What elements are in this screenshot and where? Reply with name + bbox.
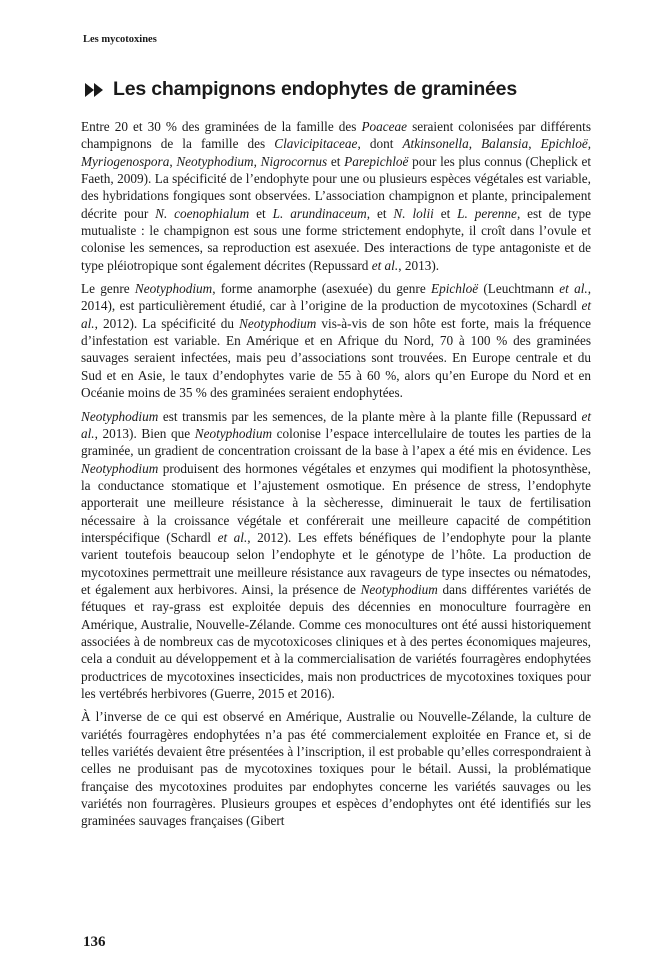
text-run: et xyxy=(249,205,273,221)
text-run: , xyxy=(169,153,177,169)
text-run: , est de type mutualiste : le champignon est sous une forme strictement endophyte, il croît dans l’ovule et colonise les semences, sa reproduction est asexuée. Des interactions de type antagoniste et de type pléiotropique sont également décrites (Repussard xyxy=(81,205,591,273)
text-run: seraient colonisées par différents champignons de la famille des xyxy=(81,119,591,152)
italic-text: Balansia xyxy=(481,136,529,152)
italic-text: Neotyphodium xyxy=(81,460,159,476)
section-heading xyxy=(83,78,517,101)
text-run: , 2013). xyxy=(398,257,440,273)
italic-text: L. perenne xyxy=(457,205,517,221)
italic-text: Poaceae xyxy=(361,119,408,134)
italic-text: et al. xyxy=(559,281,588,297)
text-run: , et xyxy=(366,205,394,221)
italic-text: Neotyphodium xyxy=(194,425,273,441)
text-run: , xyxy=(253,153,261,169)
text-run: pour les plus connus (Cheplick et Faeth, 2009). La spécificité de l’endophyte pour une ou plusieurs espèces végétales est variable, des hybridations fongiques sont observées. L’association champignon et plante, principalement décrite pour xyxy=(81,153,592,221)
text-run: (Leuchtmann xyxy=(478,281,560,297)
paragraph xyxy=(81,708,591,829)
text-run: , dont xyxy=(357,136,403,152)
italic-text: et al. xyxy=(81,408,591,441)
text-run: , 2012). La spécificité du xyxy=(94,315,240,331)
italic-text: Neotyphodium xyxy=(81,408,159,424)
paragraph xyxy=(81,408,591,703)
paragraph xyxy=(81,280,591,401)
italic-text: L. arundinaceum xyxy=(272,205,367,221)
text-run: colonise l’espace intercellulaire de toutes les parties de la graminée, un gradient de concentration croissant de la base à l’apex a été mis en évidence. Les xyxy=(81,425,591,459)
section-title: Les champignons endophytes de graminées xyxy=(113,78,517,100)
paragraph xyxy=(81,118,591,274)
italic-text: et al. xyxy=(371,257,399,273)
running-head: Les mycotoxines xyxy=(83,34,157,45)
text-run: , 2013). Bien que xyxy=(94,425,195,441)
italic-text: Nigrocornus xyxy=(260,153,328,169)
italic-text: Myriogenospora xyxy=(81,153,170,169)
italic-text: Neotyphodium xyxy=(134,281,213,297)
italic-text: et al. xyxy=(81,298,591,331)
text-run: vis-à-vis de son hôte est forte, mais la fréquence d’infestation est variable. En Amérique et en Afrique du Nord, 70 à 100 % des graminées sauvages seraient infectées, mais peu d’associations sont trouvées. En Europe centrale et du Sud et en Asie, le taux d’endophytes varie de 55 à 60 %, alors qu’en Europe du Nord et en Océanie moins de 35 % des graminées seraient endophytées. xyxy=(81,315,591,401)
body-text xyxy=(81,118,591,830)
text-run: , 2014), est particulièrement étudié, car à l’origine de la production de mycotoxines (Schardl xyxy=(81,281,592,314)
italic-text: Neotyphodium xyxy=(360,581,438,597)
italic-text: Neotyphodium xyxy=(176,153,254,169)
text-run: est transmis par les semences, de la plante mère à la plante fille (Repussard xyxy=(158,408,582,424)
text-run: , xyxy=(587,136,592,152)
text-run: , 2012). Les effets bénéfiques de l’endophyte pour la plante varient toutefois beaucoup selon l’endophyte et le génotype de l’hôte. La production de mycotoxines permettrait une meilleure résistance aux ravageurs de type insectes ou nématodes, et également aux herbivores. Ainsi, la présence de xyxy=(81,529,592,597)
text-run: dans différentes variétés de fétuques et ray-grass est exploitée depuis des décennies en monoculture fourragère en Amérique, Australie, Nouvelle-Zélande. Comme ces monocultures ont été aussi historiquement associées à de nombreux cas de mycotoxicoses cliniques et à des pertes économiques majeures, cela a conduit au développement et à la commercialisation de variétés fourragères endophytées productrices de mycotoxines insecticides, mais non productrices de mycotoxines toxiques pour les vertébrés herbivores (Guerre, 2015 et 2016). xyxy=(81,581,592,701)
double-triangle-right-icon xyxy=(83,82,107,98)
text-run: À l’inverse de ce qui est observé en Amérique, Australie ou Nouvelle-Zélande, la culture de variétés fourragères endophytées n’a pas été commercialement exploitée en France et, si de telles variétés devaient être présentées à l’inscription, il est probable qu’elles correspondraient à celles ne produisant pas de mycotoxines toxiques pour le bétail. Aussi, la problématique française des mycotoxines produites par endophytes concerne les variétés sauvages ou les variétés non fourragères. Plusieurs groupes et espèces d’endophytes ont été identifiés sur les graminées sauvages françaises (Gibert xyxy=(81,709,591,829)
italic-text: Clavicipitaceae xyxy=(274,136,358,152)
text-run: , xyxy=(528,136,541,152)
text-run: , xyxy=(468,136,482,152)
italic-text: N. coenophialum xyxy=(155,205,250,221)
italic-text: Parepichloë xyxy=(344,153,409,169)
page-number: 136 xyxy=(83,934,106,950)
italic-text: Atkinsonella xyxy=(402,136,469,152)
text-run: et xyxy=(327,153,345,169)
italic-text: et al. xyxy=(217,529,248,545)
text-run: Le genre xyxy=(81,281,135,297)
text-run: et xyxy=(433,205,458,221)
text-run: produisent des hormones végétales et enzymes qui modifient la photosynthèse, la conductance stomatique et l’ajustement osmotique. En présence de stress, l’endophyte apporterait une meilleure résistance à la sècheresse, diminuerait le taux de fertilisation nécessaire à la croissance végétale et conférerait une meilleure capacité de compétition interspécifique (Schardl xyxy=(81,460,591,545)
text-run: , forme anamorphe (asexuée) du genre xyxy=(212,281,431,297)
italic-text: Epichloë xyxy=(431,281,479,297)
italic-text: N. lolii xyxy=(393,205,434,221)
italic-text: Epichloë xyxy=(540,136,588,152)
text-run: Entre 20 et 30 % des graminées de la famille des xyxy=(81,119,362,134)
italic-text: Neotyphodium xyxy=(239,315,317,331)
